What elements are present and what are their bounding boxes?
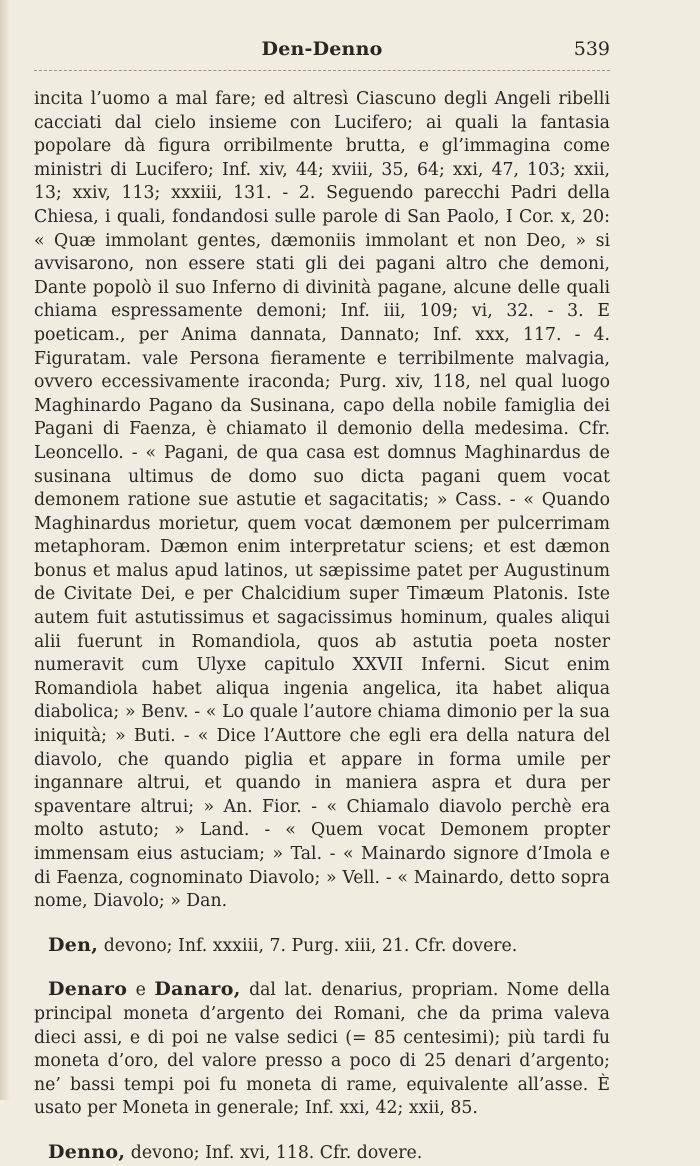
entry-body: devono; Inf. xxxiii, 7. Purg. xiii, 21. Cfr. dovere. [98,935,518,956]
dictionary-text [34,88,610,1166]
entry-body: devono; Inf. xvi, 118. Cfr. dovere. [125,1142,423,1163]
headword-variant: Danaro, [154,978,241,1001]
entry-den [34,934,610,959]
page-number: 539 [573,38,610,60]
headword: Denno, [48,1140,126,1163]
page-header [34,38,610,66]
headword-conjunction: e [127,980,155,1001]
continued-entry-text: incita l’uomo a mal fare; ed altresì Ciascuno degli Angeli ribelli cacciati dal cielo insieme con Lucifero; ai quali la fantasia popolare dà figura orribilmente brutta, e gl’immagina come ministri di Lucifero; Inf. xiv, 44; xviii, 35, 64; xxi, 47, 103; xxii, 13; xxiv, 113; xxxiii, 131. - 2. Seguendo parecchi Padri della Chiesa, i quali, fondandosi sulle parole di San Paolo, I Cor. x, 20: « Quæ immolant gentes, dæmoniis immolant et non Deo, » si avvisarono, non essere stati gli dei pagani altro che demoni, Dante popolò il suo Inferno di divinità pagane, alcune delle quali chiama espressamente demoni; Inf. iii, 109; vi, 32. - 3. E poeticam., per Anima dannata, Dannato; Inf. xxx, 117. - 4. Figuratam. vale Persona fieramente e terribilmente malvagia, ovvero eccessivamente iraconda; Purg. xiv, 118, nel qual luogo Maghinardo Pagano da Susinana, capo della nobile famiglia dei Pagani di Faenza, è chiamato il demonio della medesima. Cfr. Leoncello. - « Pagani, de qua casa est domnus Maghinardus de susinana ultimus de domo suo dicta pagani quem vocat demonem ratione sue astutie et sagacitatis; » Cass. - « Quando Maghinardus morietur, quem vocat dæmonem per pulcerrimam metaphoram. Dæmon enim interpretatur sciens; et est dæmon bonus et malus apud latinos, ut sæpissime patet per Augustinum de Civitate Dei, e per Chalcidium super Timæum Platonis. Iste autem fuit astutissimus et sagacissimus hominum, quales aliqui alii fuerunt in Romandiola, quos ab astutia poeta noster numeravit cum Ulyxe capitulo XXVII Inferni. Sicut enim Romandiola habet aliqua ingenia angelica, ita habet aliqua diabolica; » Benv. - « Lo quale l’autore chiama dimonio per la sua iniquità; » Buti. - « Dice l’Auttore che egli era della natura del diavolo, che quando piglia et appare in forma umile per ingannare altrui, et quando in maniera aspra et dura per spaventare altrui; » An. Fior. - « Chiamalo diavolo perchè era molto astuto; » Land. - « Quem vocat Demonem propter immensam eius astuciam; » Tal. - « Mainardo signore d’Imola e di Faenza, cognominato Diavolo; » Vell. - « Mainardo, detto sopra nome, Diavolo; » Dan. [34,89,610,912]
entry-body: dal lat. denarius, propriam. Nome della principal moneta d’argento dei Romani, che da prima valeva dieci assi, e di poi ne valse sedici (= 85 centesimi); più tardi fu moneta d’oro, del valore presso a poco di 25 denari d’argento; ne’ bassi tempi poi fu moneta di rame, equivalente all’asse. È usato per Moneta in generale; Inf. xxi, 42; xxii, 85. [34,980,610,1119]
running-head: Den-Denno [261,38,383,60]
entry-denno [34,1141,610,1166]
headword: Den, [48,933,99,956]
page-edge-shadow [0,0,10,1100]
headword: Denaro [48,978,128,1001]
header-rule [34,70,610,71]
